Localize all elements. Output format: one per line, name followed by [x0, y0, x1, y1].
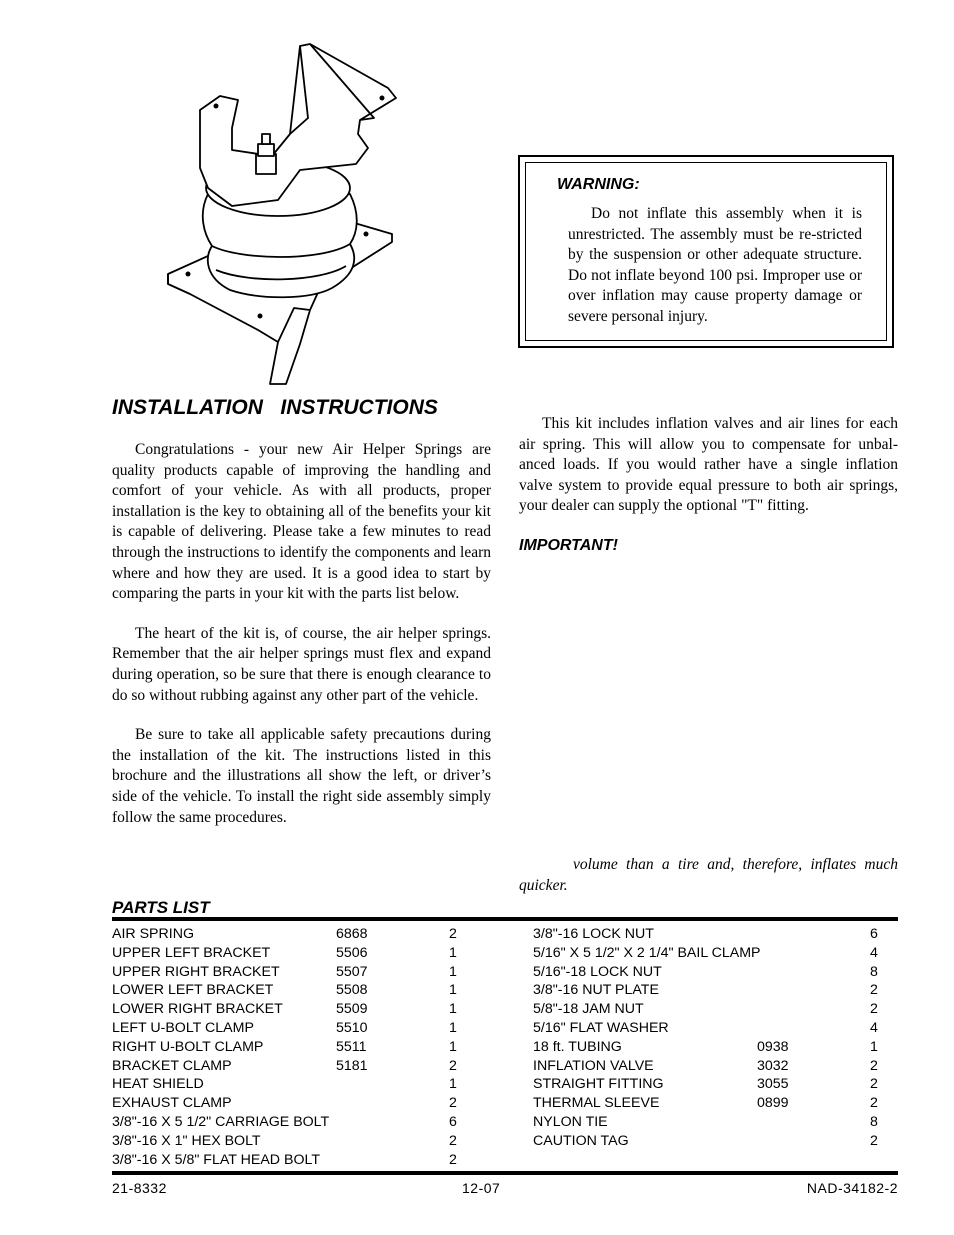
parts-list-heading: PARTS LIST: [112, 898, 210, 917]
part-quantity: 2: [870, 1076, 878, 1093]
parts-top-rule: [112, 917, 898, 921]
parts-row: [112, 944, 472, 963]
footer-date: 12-07: [462, 1180, 501, 1196]
parts-row: [112, 1113, 472, 1132]
part-name: HEAT SHIELD: [112, 1076, 204, 1093]
part-quantity: 1: [449, 1038, 457, 1055]
part-quantity: 1: [449, 1076, 457, 1093]
important-fragment-text: volume than a tire and, therefore, inflates much quicker.: [519, 856, 898, 894]
parts-row: [112, 1132, 472, 1151]
part-quantity: 2: [449, 1132, 457, 1149]
part-name: THERMAL SLEEVE: [533, 1095, 660, 1112]
part-name: RIGHT U-BOLT CLAMP: [112, 1038, 264, 1055]
part-quantity: 2: [870, 1057, 878, 1074]
parts-row: [533, 1132, 883, 1151]
part-quantity: 2: [870, 1001, 878, 1018]
parts-row: [112, 1057, 472, 1076]
right-column: [519, 414, 898, 517]
part-name: 3/8"-16 LOCK NUT: [533, 926, 654, 942]
parts-row: [533, 1057, 883, 1076]
part-quantity: 2: [449, 1151, 457, 1168]
parts-row: [533, 925, 883, 944]
parts-row: [112, 1000, 472, 1019]
warning-title: WARNING:: [557, 176, 640, 193]
part-name: 5/16" X 5 1/2" X 2 1/4" BAIL CLAMP: [533, 944, 761, 961]
part-quantity: 1: [449, 1019, 457, 1036]
parts-bottom-rule: [112, 1171, 898, 1175]
part-number: 5510: [336, 1019, 368, 1036]
part-quantity: 2: [449, 1057, 457, 1074]
part-name: LOWER RIGHT BRACKET: [112, 1001, 283, 1018]
part-name: 3/8"-16 X 1" HEX BOLT: [112, 1132, 261, 1149]
important-fragment: [519, 855, 898, 896]
parts-row: [533, 1094, 883, 1113]
parts-row: [533, 1113, 883, 1132]
part-number: 6868: [336, 926, 368, 942]
part-name: NYLON TIE: [533, 1113, 608, 1130]
springs-paragraph: The heart of the kit is, of course, the air helper springs. Remember that the air helper springs must flex and expand during operation, so be sure that there is enough clearance to do so without rubbing against any other part of the vehicle.: [112, 624, 491, 704]
part-name: UPPER LEFT BRACKET: [112, 944, 271, 961]
footer-doc-number: 21-8332: [112, 1180, 167, 1196]
part-quantity: 6: [870, 926, 878, 942]
part-name: 3/8"-16 X 5/8" FLAT HEAD BOLT: [112, 1151, 320, 1168]
part-name: STRAIGHT FITTING: [533, 1076, 664, 1093]
part-quantity: 6: [449, 1113, 457, 1130]
part-quantity: 4: [870, 944, 878, 961]
intro-paragraph: Congratulations - your new Air Helper Springs are quality products capable of improving the handling and comfort of your vehicle. As with all products, proper installation is the key to obtaining all of the benefits your kit is capable of delivering. Please take a few minutes to read through the instructions to identify the components and learn where and how they are used. It is a good idea to start by comparing the parts in your kit with the parts list below.: [112, 441, 491, 603]
part-name: AIR SPRING: [112, 926, 194, 942]
part-quantity: 2: [870, 1095, 878, 1112]
parts-row: [533, 1038, 883, 1057]
parts-row: [112, 1094, 472, 1113]
part-quantity: 1: [449, 944, 457, 961]
parts-row: [112, 1075, 472, 1094]
parts-row: [533, 1075, 883, 1094]
parts-list-left: [112, 925, 472, 1169]
part-name: EXHAUST CLAMP: [112, 1095, 232, 1112]
part-quantity: 8: [870, 1113, 878, 1130]
part-quantity: 4: [870, 1019, 878, 1036]
warning-paragraph: Do not inflate this assembly when it is unrestricted. The assembly must be re-stricted by the suspension or other adequate structure. Do not inflate beyond 100 psi. Improper use or over inflation may cause property damage or severe personal injury.: [568, 205, 862, 325]
parts-row: [112, 1151, 472, 1170]
part-name: LOWER LEFT BRACKET: [112, 982, 274, 999]
parts-row: [112, 925, 472, 944]
parts-row: [533, 1019, 883, 1038]
parts-list-right: [533, 925, 883, 1151]
part-name: 5/16" FLAT WASHER: [533, 1019, 669, 1036]
part-quantity: 8: [870, 963, 878, 980]
warning-text: [568, 204, 862, 328]
part-number: 5507: [336, 963, 368, 980]
part-quantity: 1: [449, 1001, 457, 1018]
parts-row: [112, 1019, 472, 1038]
part-number: 5509: [336, 1001, 368, 1018]
part-quantity: 2: [449, 1095, 457, 1112]
parts-row: [533, 1000, 883, 1019]
part-number: 5506: [336, 944, 368, 961]
footer-part-number: NAD-34182-2: [806, 1180, 898, 1196]
part-name: 5/8"-18 JAM NUT: [533, 1001, 644, 1018]
page-title: INSTALLATION INSTRUCTIONS: [112, 396, 438, 419]
part-name: 3/8"-16 X 5 1/2" CARRIAGE BOLT: [112, 1113, 330, 1130]
parts-row: [533, 981, 883, 1000]
part-number: 5511: [336, 1038, 367, 1055]
part-name: CAUTION TAG: [533, 1132, 629, 1149]
air-spring-assembly-illustration: [160, 38, 410, 390]
important-heading: IMPORTANT!: [519, 537, 618, 554]
part-quantity: 1: [870, 1038, 878, 1055]
parts-row: [112, 963, 472, 982]
part-quantity: 2: [870, 1132, 878, 1149]
part-name: 5/16"-18 LOCK NUT: [533, 963, 662, 980]
part-quantity: 1: [449, 982, 457, 999]
part-number: 3055: [757, 1076, 789, 1093]
part-number: 5508: [336, 982, 368, 999]
part-name: UPPER RIGHT BRACKET: [112, 963, 280, 980]
part-name: 18 ft. TUBING: [533, 1038, 622, 1055]
part-number: 0938: [757, 1038, 789, 1055]
parts-row: [112, 1038, 472, 1057]
part-name: LEFT U-BOLT CLAMP: [112, 1019, 254, 1036]
part-name: BRACKET CLAMP: [112, 1057, 232, 1074]
parts-row: [112, 981, 472, 1000]
part-quantity: 2: [870, 982, 878, 999]
part-number: 3032: [757, 1057, 789, 1074]
part-number: 0899: [757, 1095, 789, 1112]
part-name: INFLATION VALVE: [533, 1057, 654, 1074]
part-number: 5181: [336, 1057, 368, 1074]
part-quantity: 1: [449, 963, 457, 980]
parts-row: [533, 944, 883, 963]
left-column: [112, 440, 491, 828]
part-quantity: 2: [449, 926, 457, 942]
part-name: 3/8"-16 NUT PLATE: [533, 982, 659, 999]
kit-paragraph: This kit includes inflation valves and air lines for each air spring. This will allow you to compensate for unbal-anced loads. If you would rather have a single inflation valve system to provide equal pressure to both air springs, your dealer can supply the optional "T" fitting.: [519, 415, 898, 515]
safety-paragraph: Be sure to take all applicable safety precautions during the installation of the kit. The instructions listed in this brochure and the illustrations all show the left, or driver’s side of the vehicle. To install the right side assembly simply follow the same procedures.: [112, 726, 491, 826]
parts-row: [533, 963, 883, 982]
